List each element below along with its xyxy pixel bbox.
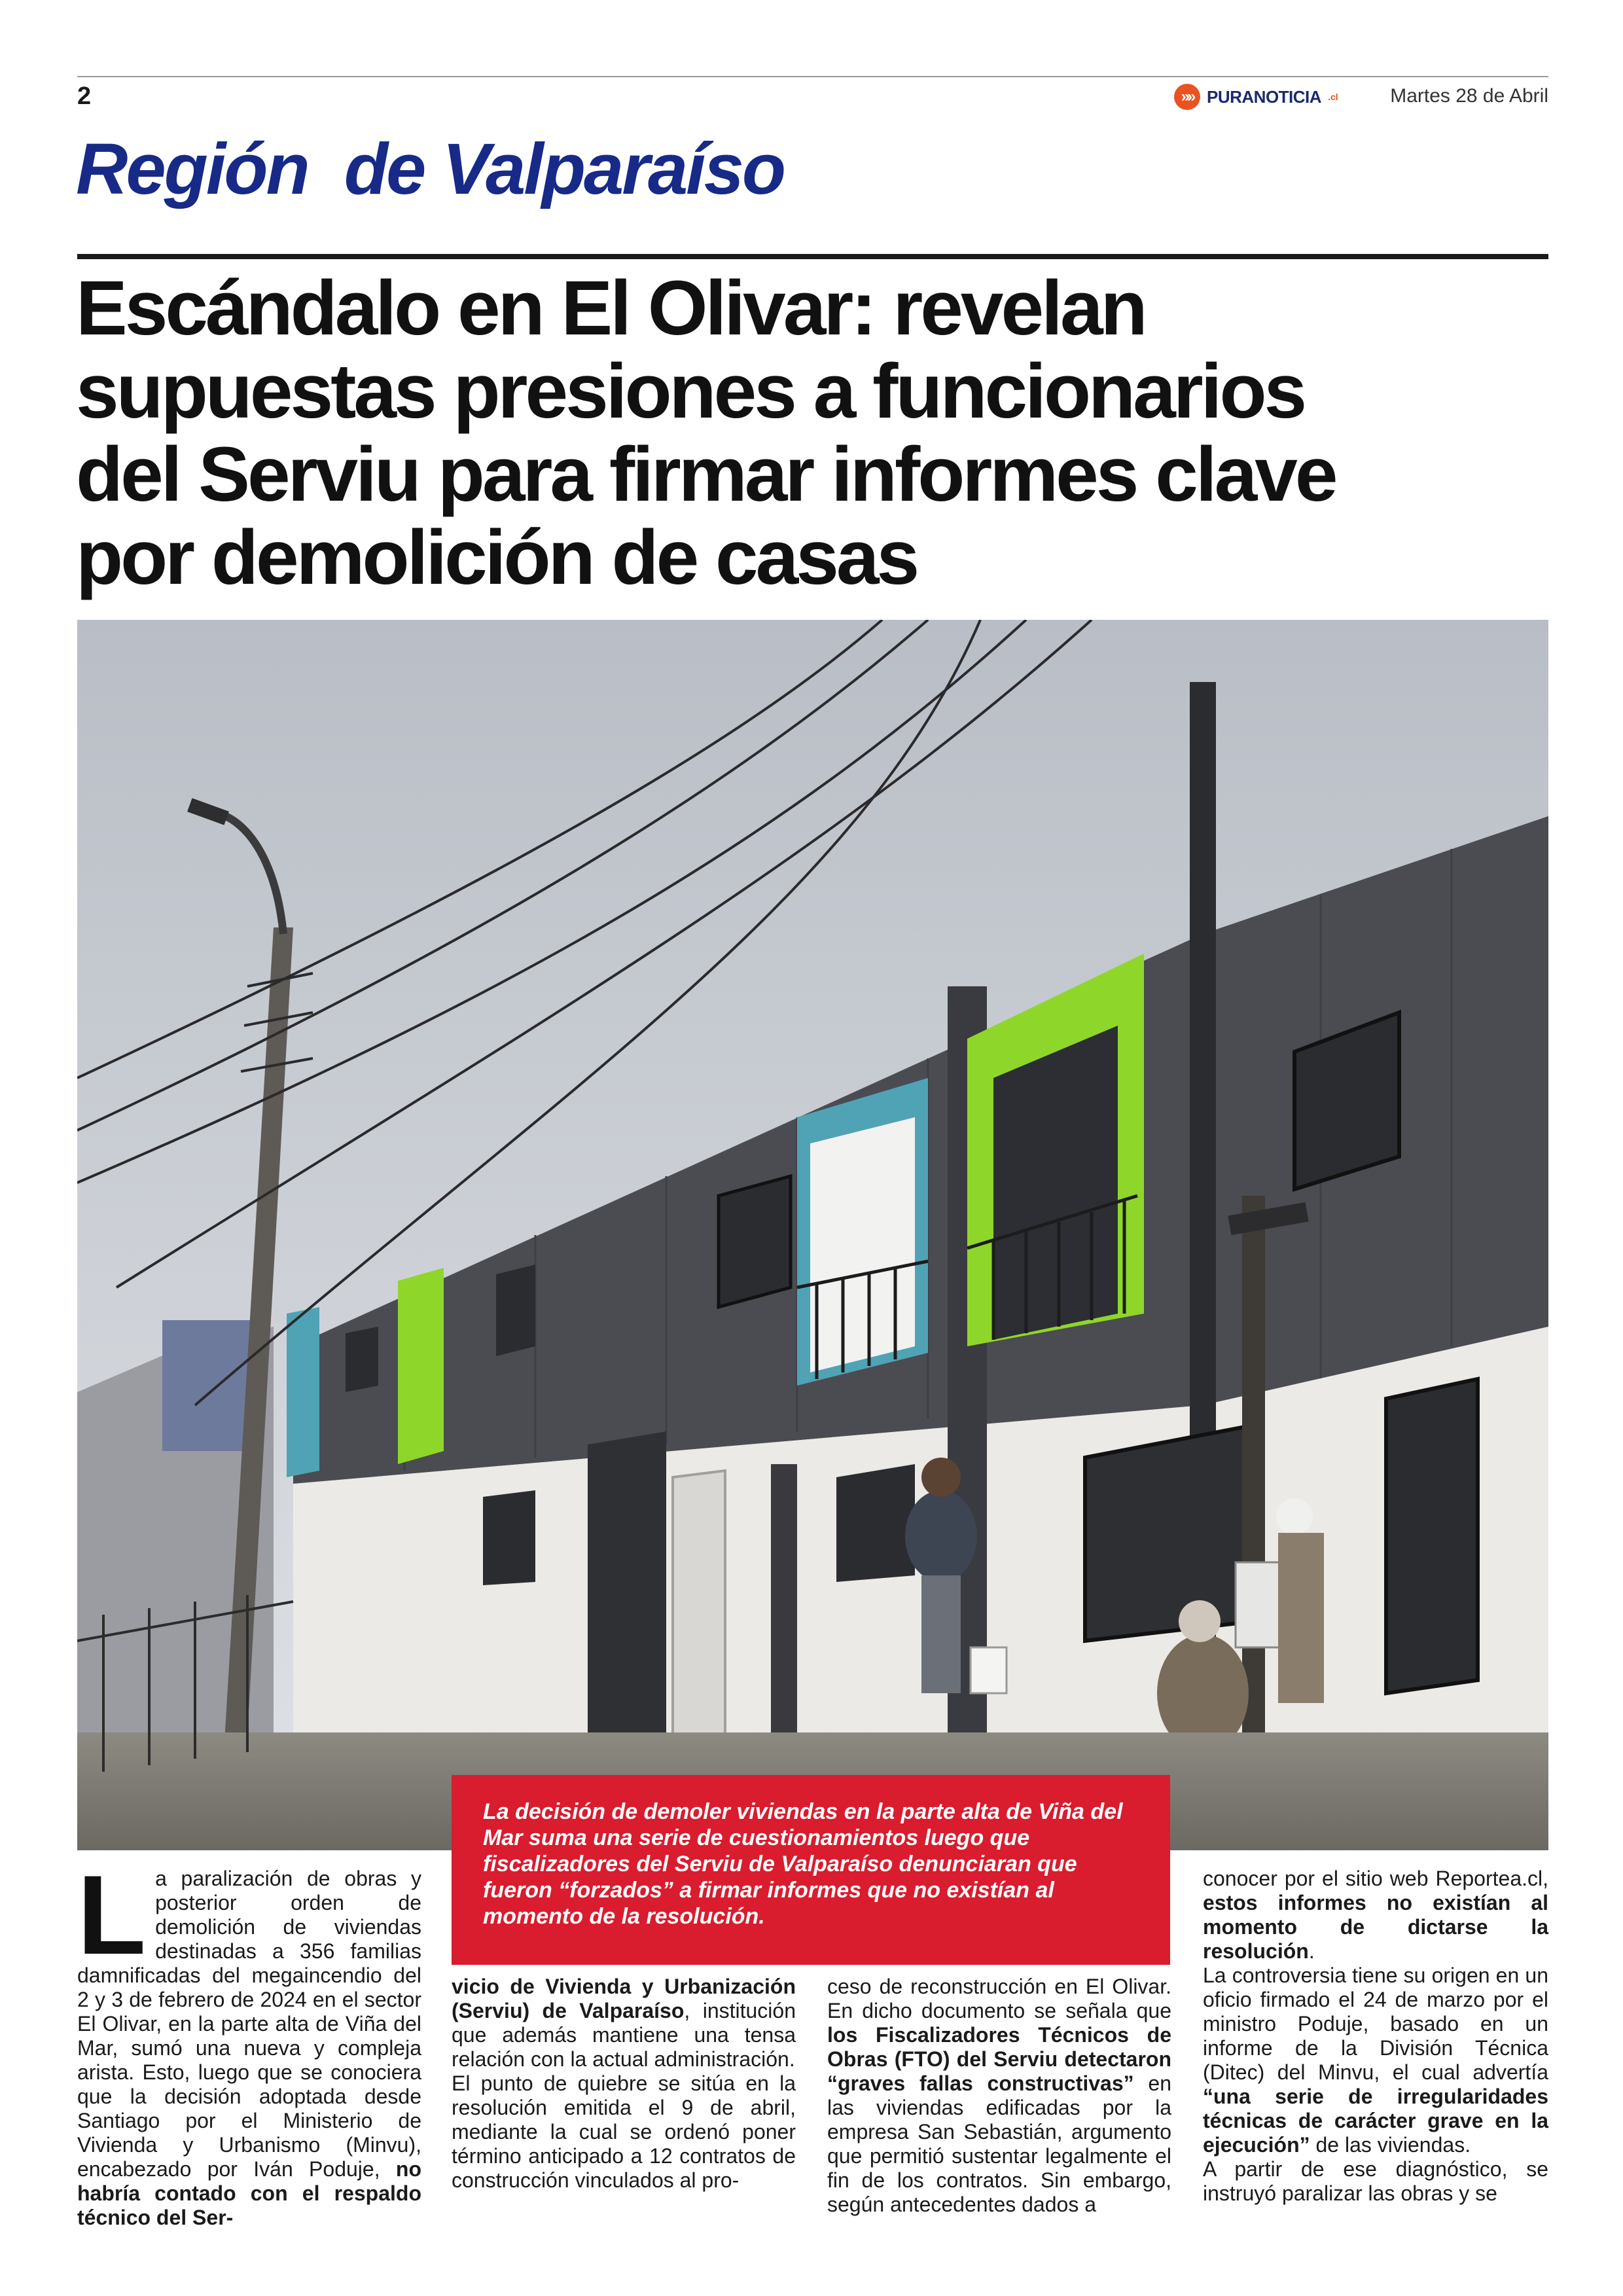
headline-line: Escándalo en El Olivar: revelan: [76, 265, 1145, 351]
body-text: El punto de quiebre se sitúa en la resolución emitida el 9 de abril, mediante la cual se ordenó poner término anticipado a 12 contratos de construcción vinculados al pro-: [452, 2072, 796, 2192]
body-text: ceso de reconstrucción en El Olivar. En dicho documento se señala que: [827, 1975, 1171, 2022]
body-text: en las viviendas edificadas por la empresa San Sebastián, argumento que permitió sustentar legalmente el fin de los contratos. Sin embargo, según antecedentes dados a: [827, 2072, 1172, 2216]
article-column-3: [827, 1975, 1171, 2217]
body-bold: “una serie de irregularidades técnicas de carácter grave en la ejecución”: [1203, 2085, 1548, 2157]
issue-date: Martes 28 de Abril: [1390, 85, 1548, 107]
body-text: de las viviendas.: [1310, 2133, 1471, 2157]
logo-suffix: .cl: [1328, 92, 1338, 102]
body-bold: los Fiscalizadores Técnicos de Obras (FTO) del Serviu detectaron “graves fallas constructivas”: [827, 2023, 1171, 2095]
body-text: .: [1308, 1939, 1315, 1963]
logo-text: PURANOTICIA: [1207, 86, 1322, 107]
housing-photo-illustration: [77, 620, 1548, 1850]
photo-caption: La decisión de demoler viviendas en la parte alta de Viña del Mar suma una serie de cuestionamientos luego que fiscalizadores del Serviu de Valparaíso denunciaran que fueron “forzados” a firmar informes que no existían al momento de la resolución.: [452, 1775, 1170, 1965]
drop-cap: L: [77, 1852, 147, 1978]
headline: [76, 267, 1555, 600]
article-column-1: [77, 1852, 421, 2230]
body-text: a paralización de obras y posterior orden de demolición de viviendas destinadas a 356 familias damnificadas del megaincendio del 2 y 3 de febrero de 2024 en el sector El Olivar, en la parte alta de Viña del Mar, sumó una nueva y compleja arista. Esto, luego que se conociera que la decisión adoptada desde Santiago por el Ministerio de Vivienda y Urbanismo (Minvu), encabezado por Iván Poduje,: [77, 1867, 421, 2181]
body-text: conocer por el sitio web Reportea.cl,: [1203, 1867, 1548, 1890]
body-text: A partir de ese diagnóstico, se instruyó paralizar las obras y se: [1203, 2157, 1548, 2205]
page-number: 2: [77, 82, 92, 110]
body-text: , institución que además mantiene una tensa relación con la actual administración.: [452, 1999, 796, 2071]
chevron-logo-icon: »»: [1174, 84, 1200, 110]
body-text: La controversia tiene su origen en un oficio firmado el 24 de marzo por el ministro Poduje, basado en un informe de la División Técnica (Ditec) del Minvu, el cual advertía: [1203, 1964, 1548, 2084]
top-rule: [77, 76, 1548, 77]
headline-line: supuestas presiones a funcionarios: [76, 348, 1305, 435]
body-bold: no habría contado con el respaldo técnico del Ser-: [77, 2157, 421, 2229]
article-photo: [77, 620, 1548, 1850]
section-title: Región de Valparaíso: [76, 129, 785, 209]
publication-logo: [1174, 84, 1338, 110]
article-column-2: [452, 1975, 796, 2193]
section-rule: [77, 254, 1548, 259]
body-bold: vicio de Vivienda y Urbanización (Serviu) de Valparaíso: [452, 1975, 796, 2022]
article-column-4: [1203, 1867, 1548, 2206]
body-bold: estos informes no existían al momento de dictarse la resolución: [1203, 1891, 1548, 1963]
headline-line: por demolición de casas: [76, 514, 918, 601]
headline-line: del Serviu para firmar informes clave: [76, 431, 1336, 518]
